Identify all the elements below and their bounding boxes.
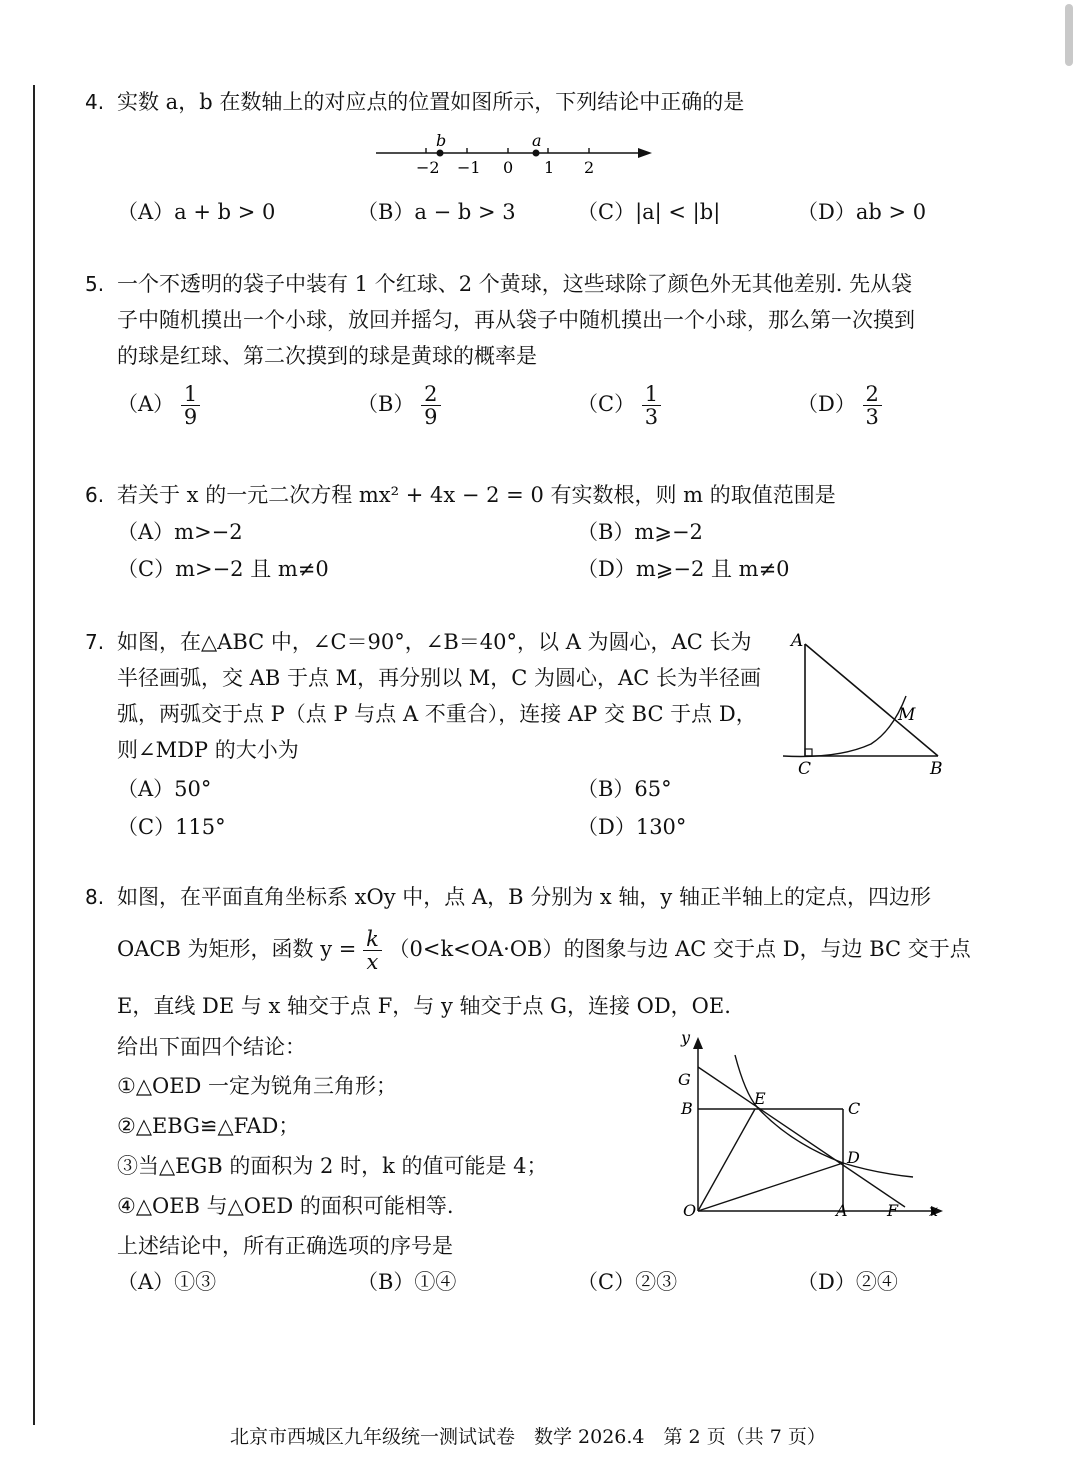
q5-option-d bbox=[797, 383, 882, 428]
q8-stem-line: 如图，在平面直角坐标系 xOy 中，点 A，B 分别为 x 轴，y 轴正半轴上的定点，四边形 bbox=[117, 885, 931, 909]
q4-option-c: （C）|a| < |b| bbox=[577, 200, 721, 224]
tick-label: −2 bbox=[416, 158, 440, 177]
label-D: D bbox=[847, 1148, 860, 1167]
q6-option-c: （C）m>−2 且 m≠0 bbox=[117, 557, 329, 581]
q4-number-line bbox=[370, 128, 660, 180]
q7-stem-line: 如图，在△ABC 中，∠C＝90°，∠B＝40°，以 A 为圆心，AC 长为 bbox=[117, 630, 752, 654]
label-y: y bbox=[681, 1028, 691, 1047]
q7-stem-line: 半径画弧，交 AB 于点 M，再分别以 M，C 为圆心，AC 长为半径画 bbox=[117, 666, 761, 690]
option-label: （D） bbox=[797, 392, 856, 417]
q4-number: 4. bbox=[85, 90, 105, 114]
q7-stem-line: 则∠MDP 的大小为 bbox=[117, 738, 299, 762]
option-label: （C） bbox=[577, 392, 636, 417]
fraction-numerator: k bbox=[363, 928, 382, 951]
q8-conclusion: ③当△EGB 的面积为 2 时，k 的值可能是 4； bbox=[117, 1154, 548, 1178]
q5-stem-line: 子中随机摸出一个小球，放回并摇匀，再从袋子中随机摸出一个小球，那么第一次摸到 bbox=[117, 308, 915, 332]
q6-number: 6. bbox=[85, 483, 105, 507]
q8-coordinate-figure bbox=[665, 1025, 955, 1225]
q8-stem-line bbox=[117, 928, 971, 973]
q5-number: 5. bbox=[85, 272, 105, 296]
label-B: B bbox=[930, 759, 943, 779]
label-C: C bbox=[798, 759, 812, 779]
point-b-dot bbox=[437, 150, 444, 157]
q5-stem-line: 一个不透明的袋子中装有 1 个红球、2 个黄球，这些球除了颜色外无其他差别. 先从袋 bbox=[117, 272, 913, 296]
label-O: O bbox=[683, 1201, 697, 1220]
q5-option-c bbox=[577, 383, 661, 428]
label-A: A bbox=[791, 631, 804, 651]
scrollbar-thumb[interactable] bbox=[1065, 4, 1073, 66]
point-a-label: a bbox=[532, 131, 542, 150]
label-M: M bbox=[898, 705, 916, 725]
q7-number: 7. bbox=[85, 630, 105, 654]
tick-label: −1 bbox=[457, 158, 481, 177]
q5-option-a bbox=[117, 383, 200, 428]
q8-number: 8. bbox=[85, 885, 105, 909]
q8-line2-pre: OACB 为矩形，函数 y = bbox=[117, 937, 357, 962]
label-A: A bbox=[836, 1201, 848, 1220]
q6-option-a: （A）m>−2 bbox=[117, 520, 243, 544]
option-label: （A） bbox=[117, 392, 175, 417]
q4-option-a: （A）a + b > 0 bbox=[117, 200, 276, 224]
q8-option-c: （C）②③ bbox=[577, 1270, 678, 1294]
fraction-denominator: 9 bbox=[183, 405, 198, 430]
point-b-label: b bbox=[436, 131, 447, 150]
fraction-numerator: 2 bbox=[863, 383, 882, 406]
q8-option-b: （B）①④ bbox=[357, 1270, 457, 1294]
tick-label: 0 bbox=[503, 158, 514, 177]
point-a-dot bbox=[533, 150, 540, 157]
label-C: C bbox=[848, 1099, 861, 1118]
page-margin-line bbox=[33, 85, 35, 1425]
label-E: E bbox=[754, 1089, 766, 1108]
q8-conclusion: ④△OEB 与△OED 的面积可能相等. bbox=[117, 1194, 454, 1218]
q7-option-c: （C）115° bbox=[117, 815, 226, 839]
q6-stem: 若关于 x 的一元二次方程 mx² + 4x − 2 = 0 有实数根，则 m 的取值范围是 bbox=[117, 483, 836, 507]
q8-stem-line: E，直线 DE 与 x 轴交于点 F，与 y 轴交于点 G，连接 OD，OE. bbox=[117, 994, 731, 1018]
q8-line2-post: （0<k<OA·OB）的图象与边 AC 交于点 D，与边 BC 交于点 bbox=[388, 937, 971, 962]
fraction-denominator: 3 bbox=[644, 405, 659, 430]
fraction-denominator: 3 bbox=[865, 405, 879, 430]
q8-option-d: （D）②④ bbox=[797, 1270, 898, 1294]
q7-triangle-figure bbox=[778, 628, 948, 784]
q8-conclusion: ①△OED 一定为锐角三角形； bbox=[117, 1074, 398, 1098]
q8-intro: 给出下面四个结论： bbox=[117, 1035, 306, 1059]
page-footer: 北京市西城区九年级统一测试试卷 数学 2026.4 第 2 页（共 7 页） bbox=[230, 1426, 826, 1448]
q5-stem-line: 的球是红球、第二次摸到的球是黄球的概率是 bbox=[117, 344, 537, 368]
fraction-denominator: x bbox=[366, 950, 379, 975]
q8-conclusion: ②△EBG≌△FAD； bbox=[117, 1114, 300, 1138]
label-B: B bbox=[681, 1099, 693, 1118]
option-label: （B） bbox=[357, 392, 415, 417]
q5-option-b bbox=[357, 383, 441, 428]
label-x: x bbox=[929, 1201, 939, 1220]
label-G: G bbox=[678, 1070, 691, 1089]
q4-option-d: （D）ab > 0 bbox=[797, 200, 927, 224]
scrollbar[interactable] bbox=[1062, 0, 1076, 70]
q7-stem-line: 弧，两弧交于点 P（点 P 与点 A 不重合），连接 AP 交 BC 于点 D， bbox=[117, 702, 757, 726]
fraction-denominator: 9 bbox=[424, 405, 438, 430]
q4-option-b: （B）a − b > 3 bbox=[357, 200, 516, 224]
q7-option-b: （B）65° bbox=[577, 777, 672, 801]
tick-label: 1 bbox=[544, 158, 555, 177]
q4-stem: 实数 a，b 在数轴上的对应点的位置如图所示，下列结论中正确的是 bbox=[117, 90, 745, 114]
tick-label: 2 bbox=[584, 158, 595, 177]
q7-option-a: （A）50° bbox=[117, 777, 212, 801]
q6-option-b: （B）m⩾−2 bbox=[577, 520, 703, 544]
q8-ask: 上述结论中，所有正确选项的序号是 bbox=[117, 1234, 453, 1258]
fraction-numerator: 2 bbox=[421, 383, 440, 406]
fraction-numerator: 1 bbox=[642, 383, 661, 406]
q8-option-a: （A）①③ bbox=[117, 1270, 217, 1294]
q7-option-d: （D）130° bbox=[577, 815, 687, 839]
label-F: F bbox=[887, 1201, 899, 1220]
fraction-numerator: 1 bbox=[181, 383, 200, 406]
q6-option-d: （D）m⩾−2 且 m≠0 bbox=[577, 557, 790, 581]
